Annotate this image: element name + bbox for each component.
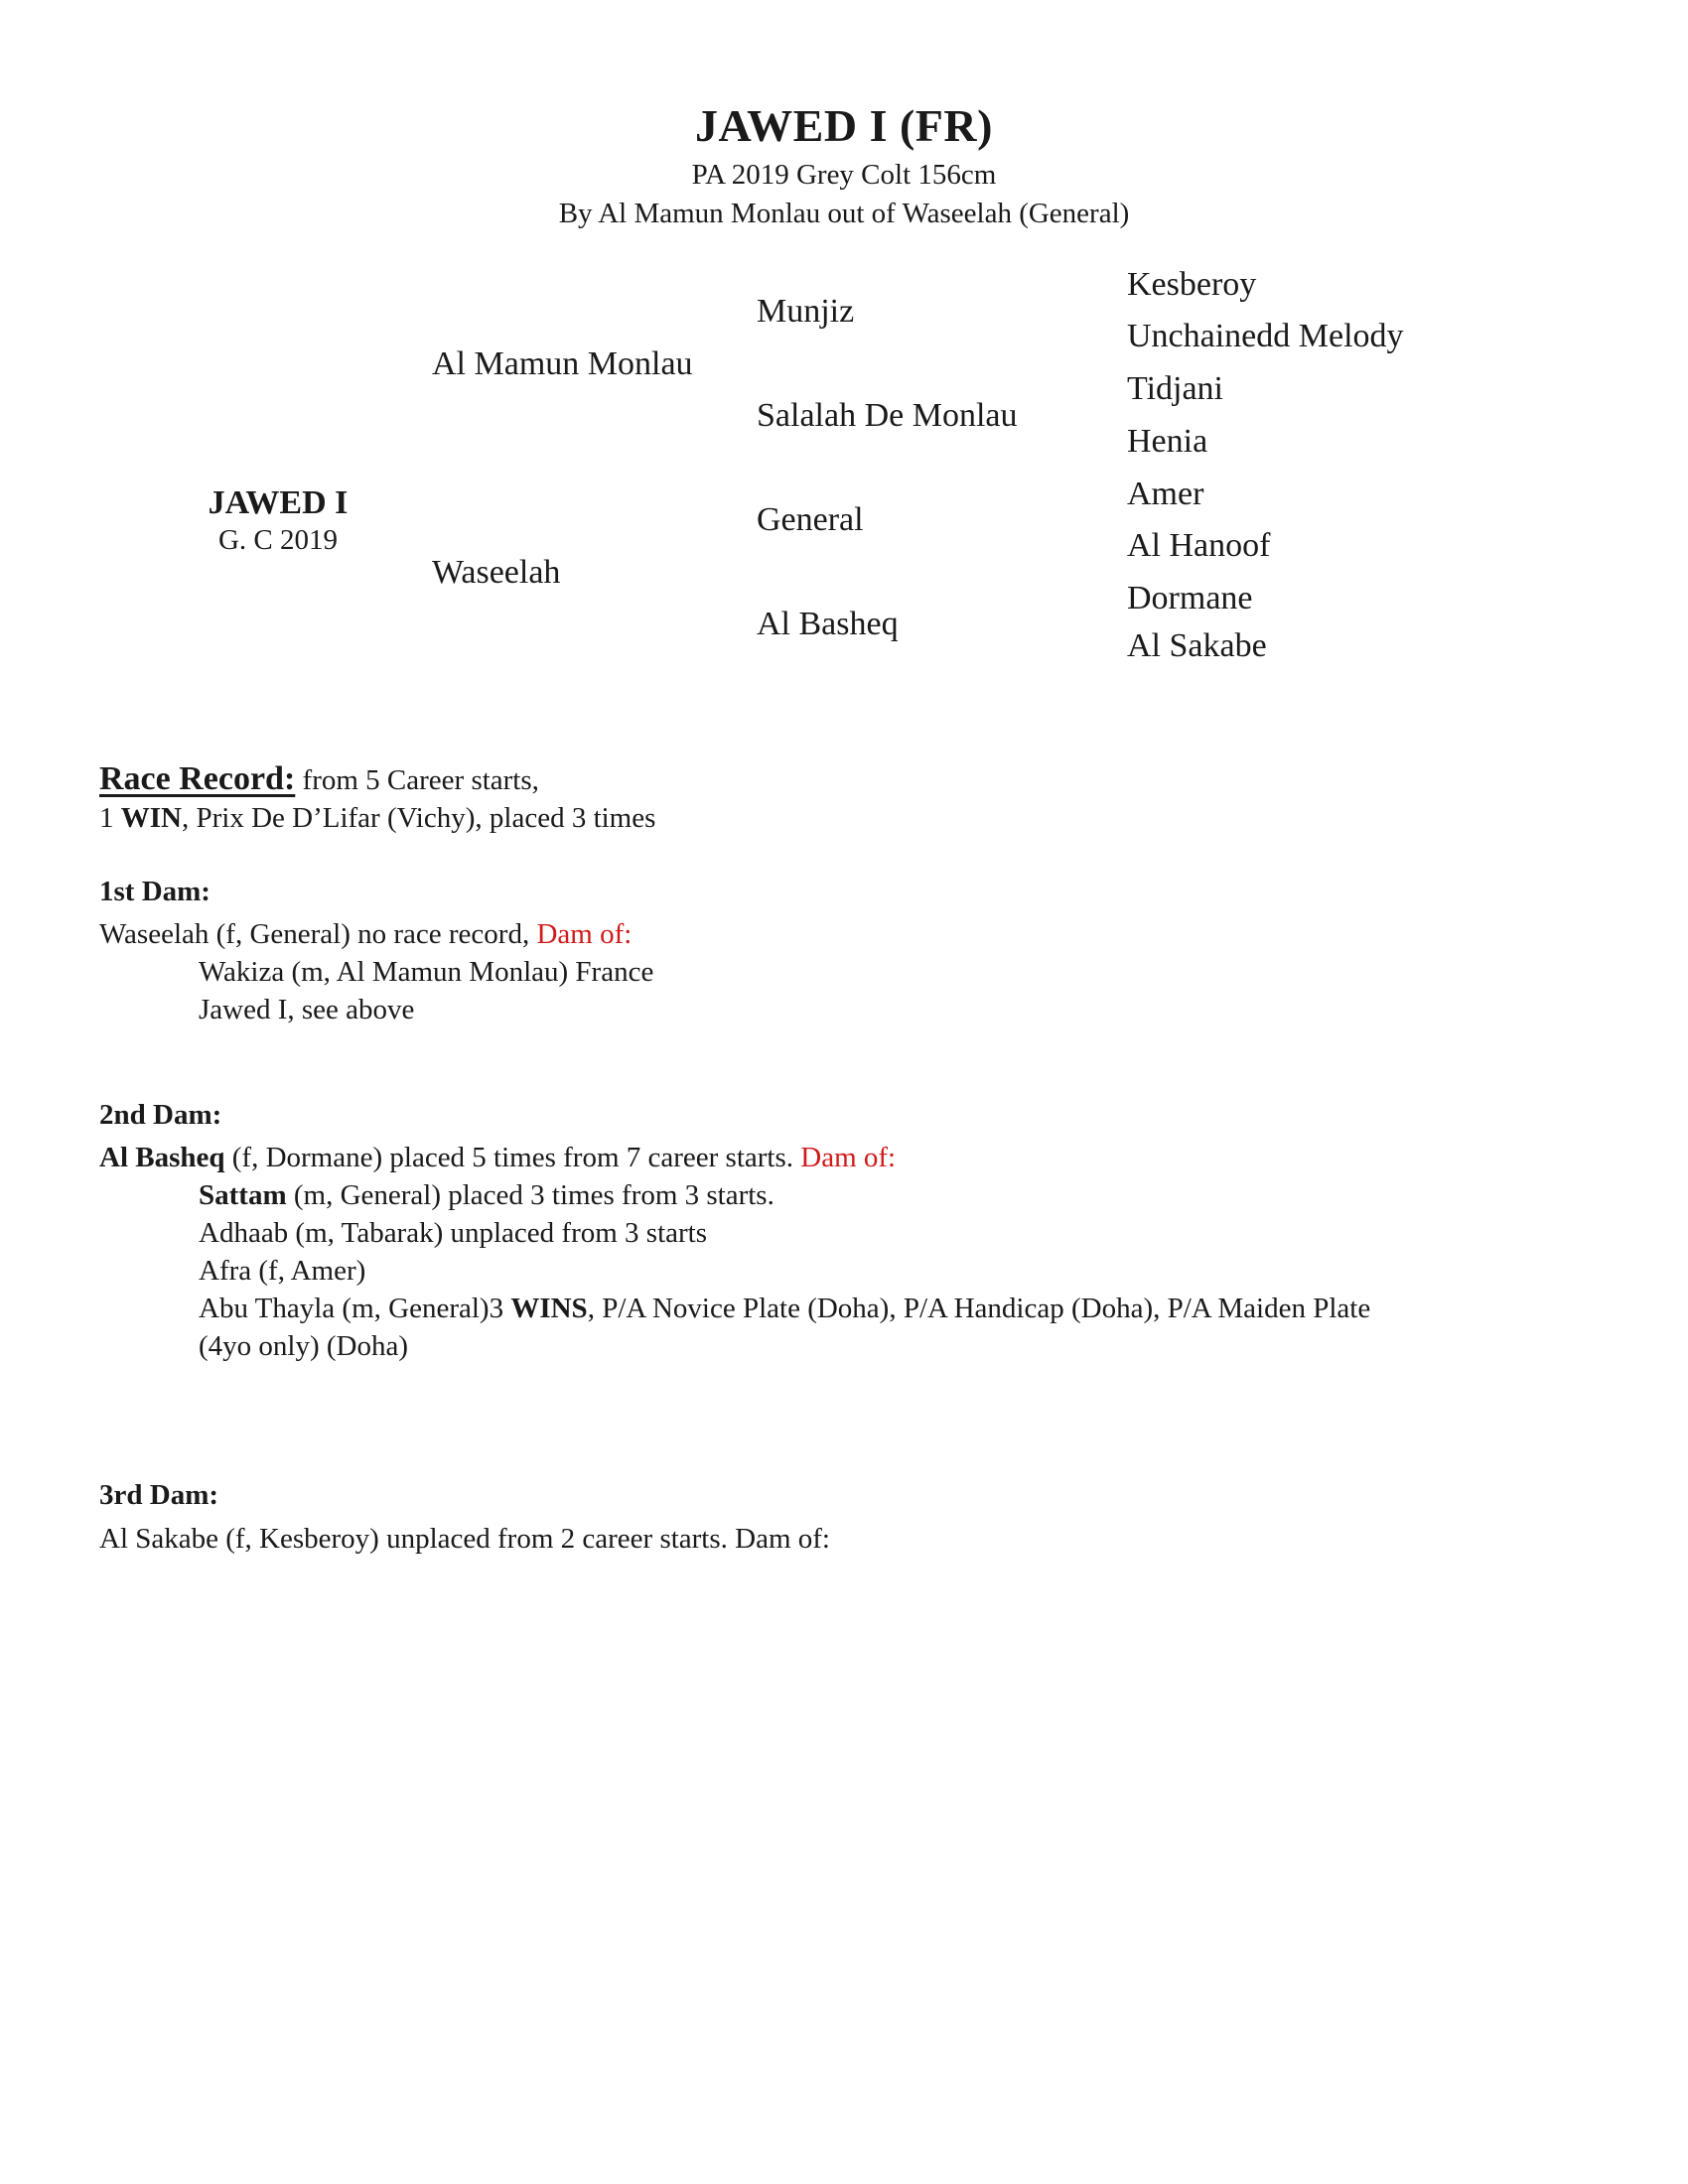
pedigree-great-grandparent: Dormane: [1127, 580, 1253, 616]
offspring-text: , P/A Novice Plate (Doha), P/A Handicap (Doha), P/A Maiden Plate: [587, 1293, 1371, 1324]
third-dam-text: Al Sakabe (f, Kesberoy) unplaced from 2 career starts. Dam of:: [99, 1523, 830, 1555]
offspring-item: Jawed I, see above: [199, 994, 415, 1025]
race-record-summary: from 5 Career starts,: [295, 764, 539, 796]
race-record-win-label: WIN: [120, 802, 182, 834]
pedigree-great-grandparent: Unchainedd Melody: [1127, 318, 1404, 354]
offspring-wins-label: WINS: [510, 1293, 588, 1324]
pedigree-grandparent: Salalah De Monlau: [757, 397, 1018, 434]
offspring-item: Wakiza (m, Al Mamun Monlau) France: [199, 956, 654, 988]
pedigree-great-grandparent: Al Sakabe: [1127, 627, 1267, 664]
horse-description: PA 2019 Grey Colt 156cm: [691, 159, 997, 191]
subject-name: JAWED I: [208, 484, 349, 521]
second-dam-text: (f, Dormane) placed 5 times from 7 career starts.: [224, 1142, 801, 1173]
offspring-item: Adhaab (m, Tabarak) unplaced from 3 starts: [199, 1217, 708, 1249]
race-record-line: [99, 760, 539, 798]
race-record-detail-text: , Prix De D’Lifar (Vichy), placed 3 times: [181, 802, 656, 834]
race-record-heading: Race Record:: [99, 760, 296, 797]
dam-of-label: Dam of:: [800, 1142, 897, 1173]
race-record-count: 1: [99, 802, 121, 834]
offspring-item: [199, 1293, 1370, 1325]
pedigree-great-grandparent: Henia: [1127, 423, 1208, 460]
third-dam-heading: 3rd Dam:: [99, 1479, 219, 1511]
horse-parentage: By Al Mamun Monlau out of Waseelah (General): [558, 198, 1130, 229]
first-dam-line: [99, 918, 632, 951]
pedigree-great-grandparent: Kesberoy: [1127, 266, 1257, 303]
race-record-detail: [99, 802, 655, 835]
pedigree-great-grandparent: Al Hanoof: [1127, 527, 1271, 564]
pedigree-dam: Waseelah: [432, 554, 561, 591]
pedigree-grandparent: General: [757, 501, 864, 538]
offspring-item-continued: (4yo only) (Doha): [199, 1330, 409, 1362]
second-dam-line: [99, 1142, 896, 1174]
subject-desc: G. C 2019: [217, 524, 339, 556]
pedigree-subject: [169, 484, 387, 557]
second-dam-heading: 2nd Dam:: [99, 1099, 222, 1131]
offspring-text: (m, General) placed 3 times from 3 starts.: [286, 1179, 774, 1211]
dam-of-label: Dam of:: [536, 918, 633, 950]
pedigree-grandparent: Al Basheq: [757, 606, 899, 642]
first-dam-heading: 1st Dam:: [99, 876, 211, 907]
first-dam-text: Waseelah (f, General) no race record,: [99, 918, 537, 950]
second-dam-name: Al Basheq: [99, 1142, 225, 1173]
pedigree-grandparent: Munjiz: [757, 293, 855, 330]
page-title: JAWED I (FR): [695, 100, 993, 151]
pedigree-sire: Al Mamun Monlau: [432, 345, 693, 382]
pedigree-great-grandparent: Amer: [1127, 476, 1204, 512]
offspring-item: Afra (f, Amer): [199, 1255, 366, 1287]
offspring-item: [199, 1179, 774, 1212]
pedigree-great-grandparent: Tidjani: [1127, 370, 1224, 407]
offspring-name: Sattam: [199, 1179, 287, 1211]
offspring-text: Abu Thayla (m, General)3: [199, 1293, 511, 1324]
